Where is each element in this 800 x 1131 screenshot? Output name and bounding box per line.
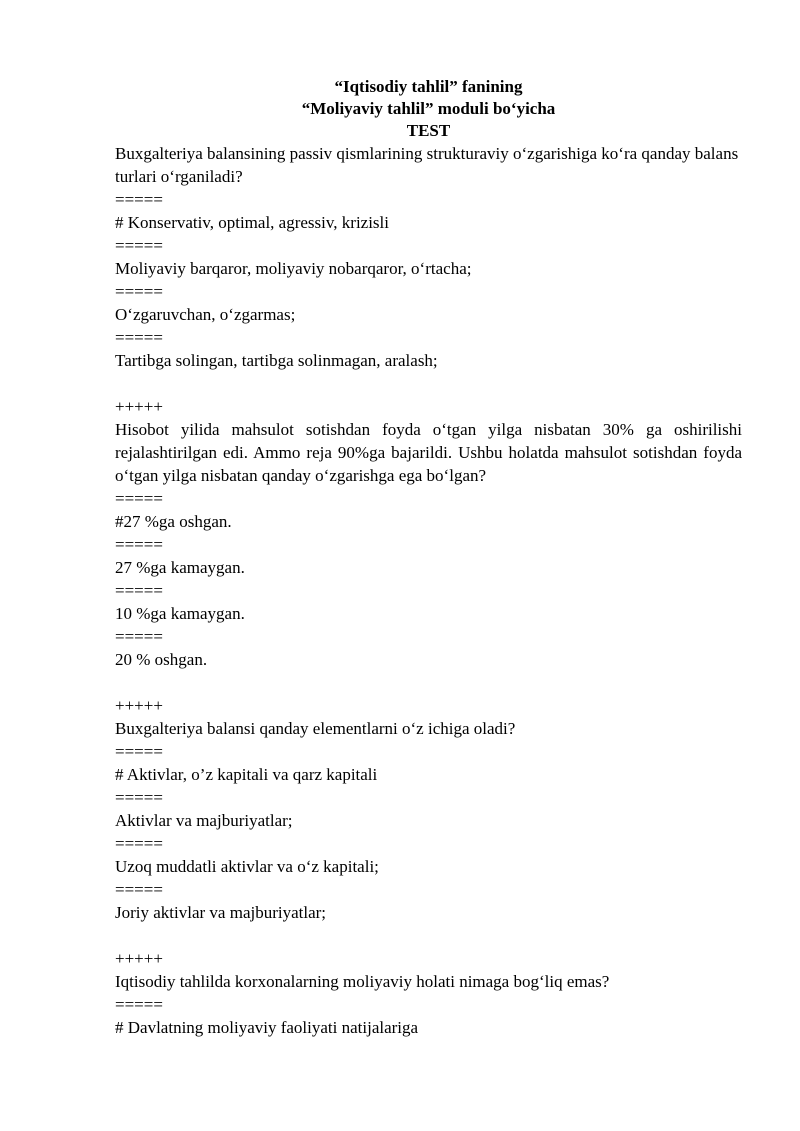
answer-separator: =====: [115, 880, 163, 899]
question-separator: +++++: [115, 397, 163, 416]
question-block: [115, 717, 742, 924]
answer-separator: =====: [115, 535, 163, 554]
document-page: [115, 76, 742, 1039]
answer-separator: =====: [115, 236, 163, 255]
header-test-label: TEST: [406, 121, 451, 140]
answer-separator: =====: [115, 627, 163, 646]
blank-line: [115, 372, 742, 395]
question-separator: +++++: [115, 696, 163, 715]
question-text: Iqtisodiy tahlilda korxonalarning moliyaviy holati nimaga bog‘liq emas?: [115, 972, 610, 991]
question-separator: +++++: [115, 949, 163, 968]
blank-line: [115, 924, 742, 947]
header-module-title: “Moliyaviy tahlil” moduli bo‘yicha: [301, 99, 556, 118]
answer-option: # Aktivlar, o’z kapitali va qarz kapitali: [115, 765, 378, 784]
answer-option: Uzoq muddatli aktivlar va o‘z kapitali;: [115, 857, 379, 876]
answer-separator: =====: [115, 788, 163, 807]
answer-separator: =====: [115, 742, 163, 761]
answer-option: # Davlatning moliyaviy faoliyati natijalariga: [115, 1018, 419, 1037]
answer-option: Aktivlar va majburiyatlar;: [115, 811, 293, 830]
header-course-title: “Iqtisodiy tahlil” fanining: [334, 77, 523, 96]
question-text: Buxgalteriya balansi qanday elementlarni o‘z ichiga oladi?: [115, 719, 516, 738]
answer-option: Joriy aktivlar va majburiyatlar;: [115, 903, 327, 922]
answer-option: Moliyaviy barqaror, moliyaviy nobarqaror, o‘rtacha;: [115, 259, 472, 278]
answer-separator: =====: [115, 834, 163, 853]
answer-option: 10 %ga kamaygan.: [115, 604, 245, 623]
answer-option: 20 % oshgan.: [115, 650, 208, 669]
answer-separator: =====: [115, 489, 163, 508]
answer-option: 27 %ga kamaygan.: [115, 558, 245, 577]
answer-separator: =====: [115, 328, 163, 347]
answer-separator: =====: [115, 581, 163, 600]
answer-option: #27 %ga oshgan.: [115, 512, 232, 531]
document-header: [115, 76, 742, 142]
answer-separator: =====: [115, 190, 163, 209]
question-text: Hisobot yilida mahsulot sotishdan foyda o‘tgan yilga nisbatan 30% ga oshirilishi rejalashtirilgan edi. Ammo reja 90%ga bajarildi. Ushbu holatda mahsulot sotishdan foyda o‘tgan yilga nisbatan qanday o‘zgarishga ega bo‘lgan?: [115, 420, 742, 485]
answer-separator: =====: [115, 995, 163, 1014]
blank-line: [115, 671, 742, 694]
answer-separator: =====: [115, 282, 163, 301]
answer-option: O‘zgaruvchan, o‘zgarmas;: [115, 305, 296, 324]
question-block: [115, 142, 742, 372]
question-block: [115, 970, 742, 1039]
question-text: Buxgalteriya balansining passiv qismlarining strukturaviy o‘zgarishiga ko‘ra qanday balans turlari o‘rganiladi?: [115, 144, 739, 186]
answer-option: Tartibga solingan, tartibga solinmagan, aralash;: [115, 351, 438, 370]
question-block: [115, 418, 742, 671]
answer-option: # Konservativ, optimal, agressiv, krizisli: [115, 213, 389, 232]
